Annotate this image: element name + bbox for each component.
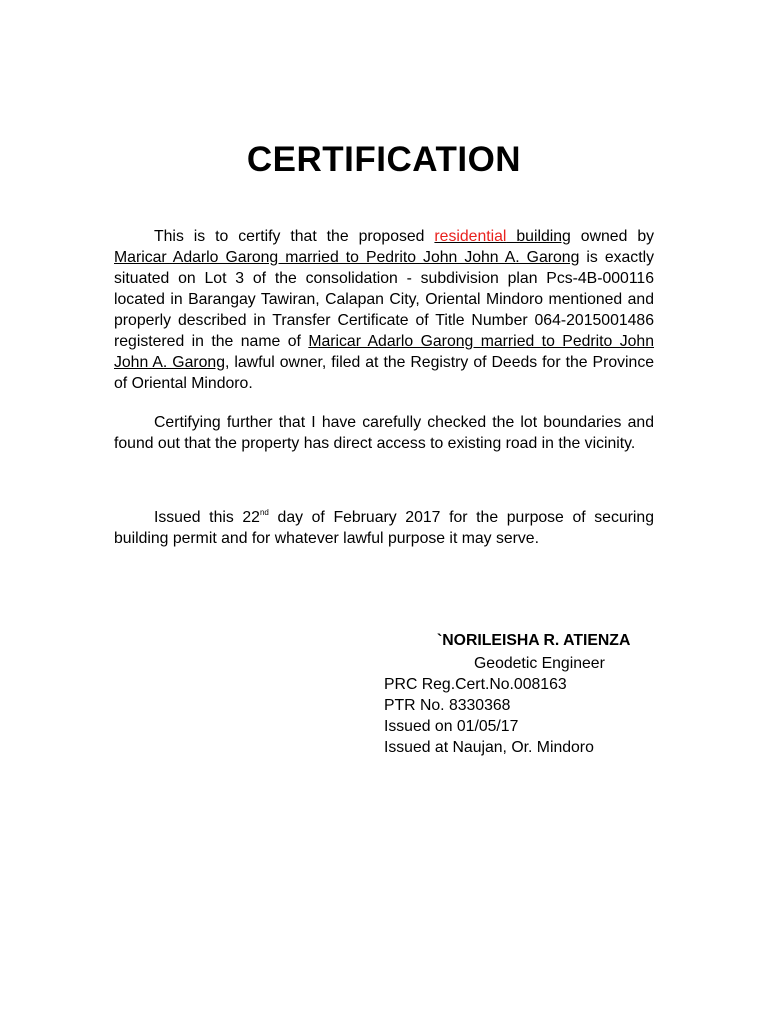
ordinal-suffix: nd — [259, 508, 269, 517]
registered-owner-name: Maricar Adarlo Garong married to Pedrito John John A. Garong — [114, 333, 655, 371]
document-title: CERTIFICATION — [246, 140, 522, 179]
owner-name: Maricar Adarlo Garong married to Pedrito John John A. Garong — [114, 249, 580, 266]
intro-text: This is to certify that the proposed — [154, 228, 435, 245]
access-paragraph: Certifying further that I have carefully checked the lot boundaries and found out that the property has direct access to existing road in the vicinity. — [114, 414, 654, 452]
property-description: is exactly situated on Lot 3 of the consolidation - subdivision plan Pcs-4B-000116 located in Barangay Tawiran, Calapan City, Oriental Mindoro mentioned and properly described in Transfer Certificate of Title Number 064-2015001486 registered in the name of — [114, 249, 654, 350]
signatory-title: Geodetic Engineer — [474, 655, 605, 672]
prc-registration: PRC Reg.Cert.No.008163 — [384, 676, 567, 693]
owned-by-text: owned by — [570, 228, 654, 245]
issued-at-place: Issued at Naujan, Or. Mindoro — [384, 739, 594, 756]
building-type: residential — [434, 228, 507, 245]
issued-on-date: Issued on 01/05/17 — [384, 718, 519, 735]
issue-date-text: Issued this 22 — [154, 509, 260, 526]
registry-text: , lawful owner, filed at the Registry of Deeds for the Province of Oriental Mindoro. — [114, 354, 654, 392]
issuance-paragraph — [114, 507, 654, 549]
building-word: building — [506, 228, 571, 245]
issue-purpose-text: day of February 2017 for the purpose of securing building permit and for whatever lawful purpose it may serve. — [114, 509, 654, 547]
certification-paragraph — [114, 226, 654, 394]
ptr-number: PTR No. 8330368 — [384, 697, 511, 714]
building-description — [434, 228, 570, 245]
signatory-name: `NORILEISHA R. ATIENZA — [437, 632, 631, 649]
